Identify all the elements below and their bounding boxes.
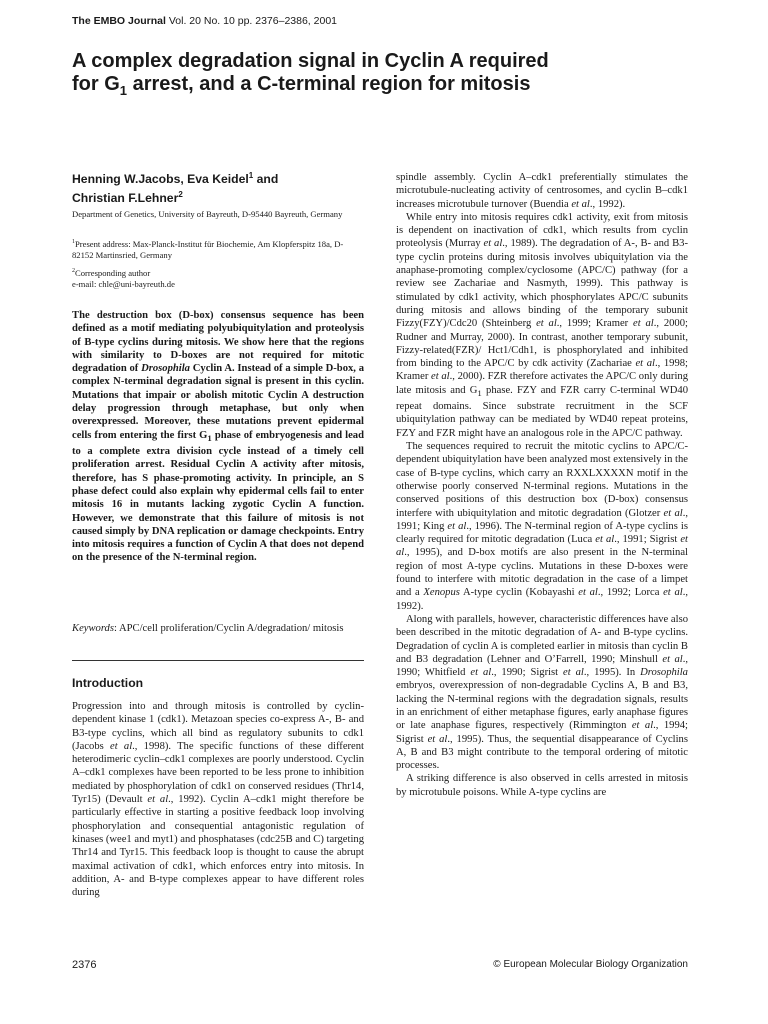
running-head xyxy=(72,15,337,27)
title-subscript: 1 xyxy=(119,83,128,98)
author-and: and xyxy=(253,172,279,187)
corresponding-author xyxy=(72,266,364,290)
r4-c: ., 1990; Sigrist xyxy=(491,667,564,679)
r4-g: ., 1995). Thus, the sequential disappearance of Cyclins A, B and B3 might contribute to the temporal ordering of mitotic processes. xyxy=(396,733,688,772)
r3-it6: et al xyxy=(578,587,598,599)
r4-f: ., 1994; Sigrist xyxy=(396,720,688,745)
intro-text-2: ., 1998). The specific functions of these different heterodimeric cyclin–cdk1 complexes are poorly understood. Cyclin A–cdk1 complexes have been reported to be less prone to inhibition mediated by phosphorylation of cdk1 on conserved residues (Thr14, Tyr15) (Devault xyxy=(72,740,364,806)
author-list xyxy=(72,168,364,206)
r3-it4: et al xyxy=(396,534,688,559)
corr-email: e-mail: chle@uni-bayreuth.de xyxy=(72,278,175,289)
r4-a: Along with parallels, however, characteristic differences have also been described in the mitotic degradation of A- and B-type cyclins. Degradation of cyclin A is completed earlier in mitosis than cyclin B and B3 degradation (Lehner and O’Farrell, 1990; Minshull xyxy=(396,613,688,665)
present-address-text: Present address: Max-Planck-Institut für Biochemie, Am Klopferspitz 18a, D-82152 Martinsried, Germany xyxy=(72,238,344,260)
r3-c: ., 1996). The N-terminal region of A-type cyclins is clearly required for mitotic degradation (Luca xyxy=(396,520,688,546)
r4-it5: et al xyxy=(631,720,654,732)
r3-h: ., 1992). xyxy=(396,587,688,612)
introduction-heading: Introduction xyxy=(72,676,144,690)
author-3: Christian F.Lehner xyxy=(72,191,179,206)
article-title xyxy=(72,50,692,102)
abstract xyxy=(72,309,364,565)
r2-c: ., 1999; Kramer xyxy=(556,318,634,330)
abstract-text-1: The destruction box (D-box) consensus sequence has been defined as a motif mediating polyubiquitylation and proteolysis of B-type cyclins during mitosis. We show here that the regions with similarity to D-boxes are not required for mitotic degradation of xyxy=(72,310,364,375)
r2-b: ., 1989). The degradation of A-, B- and B3-type cyclin proteins during mitosis involves ubiquitylation via the anaphase-promoting complex/cyclosome (APC/C) pathway (for a review see Zachariae and Nasmyth, 1999). This pathway is stimulated by cdk1 activity, which phosphorylates APC/C subunits during mitosis and allows binding of the temporary subunit Fizzy(FZY)/Cdc20 (Shteinberg xyxy=(396,238,688,330)
r4-it3: et al xyxy=(563,667,584,679)
journal-name: The EMBO Journal xyxy=(72,15,166,27)
r3-it5: Xenopus xyxy=(423,587,460,599)
keywords-text: : APC/cell proliferation/Cyclin A/degradation/ mitosis xyxy=(113,623,344,634)
r3-e: ., 1995), and D-box motifs are also present in the N-terminal region of most A-type cyclins. Mutations in these D-boxes were found to interfere with mitotic degradation in the case of a limpet and a xyxy=(396,547,688,599)
right-paragraph-1 xyxy=(396,171,688,211)
r5-a: A striking difference is also observed in cells arrested in mitosis by microtubule poisons. While A-type cyclins are xyxy=(396,773,688,798)
corr-text: Corresponding author xyxy=(75,267,151,278)
r2-d: ., 2000; Rudner and Murray, 2000). In contrast, another temporary subunit, Fizzy-related(FZR)/ Hct1/Cdh1, is phosphorylated and inhibited from binding to the APC/C by cdk activity (Zachariae xyxy=(396,318,688,370)
r1-a: spindle assembly. Cyclin A–cdk1 preferentially stimulates the microtubule-nucleating activity of centrosomes, and cyclin B–cdk1 increases microtubule turnover (Buendia xyxy=(396,172,688,210)
keywords-label: Keywords xyxy=(72,623,114,634)
issue-details: Vol. 20 No. 10 pp. 2376–2386, 2001 xyxy=(168,15,338,27)
r2-it2: et al xyxy=(536,318,557,330)
right-paragraph-3 xyxy=(396,440,688,613)
corr-sup: 2 xyxy=(72,268,75,274)
author-1-2: Henning W.Jacobs, Eva Keidel xyxy=(72,172,249,187)
affiliation-department: Department of Genetics, University of Bayreuth, D-95440 Bayreuth, Germany xyxy=(72,209,343,219)
r2-it4: et al xyxy=(635,358,655,370)
r1-it: et al xyxy=(571,198,590,210)
r4-it2: et al xyxy=(470,667,492,679)
r2-g: phase. FZY and FZR carry C-terminal WD40 repeat domains. Since substrate recruitment in the SCF ubiquitylation pathway can be mediated by WD40 repeat proteins, FZY and FZR might have an analogous role in the APC/C pathway. xyxy=(396,384,688,439)
right-paragraph-2 xyxy=(396,211,688,440)
r4-it4: Drosophila xyxy=(640,667,688,679)
r3-a: The sequences required to recruit the mitotic cyclins to APC/C-dependent ubiquitylation have been analyzed most extensively in the case of B-type cyclins, which carry an RXXLXXXXN motif in the otherwise poorly conserved N-terminal regions. Mutations in the conserved positions of this destruction box (D-box) consensus interfere with ubiquitylation and mitotic degradation (Glotzer xyxy=(396,441,688,519)
right-column xyxy=(396,171,688,799)
section-divider xyxy=(72,660,364,661)
r2-it5: et al xyxy=(431,371,450,383)
author-sup-1: 1 xyxy=(248,171,254,180)
r2-a: While entry into mitosis requires cdk1 activity, exit from mitosis is dependent on inactivation of cdk1, which results from cyclin proteolysis (Murray xyxy=(396,211,688,250)
r4-b: ., 1990; Whitfield xyxy=(396,653,688,679)
keywords xyxy=(72,622,364,635)
r3-it2: et al xyxy=(447,520,467,532)
right-paragraph-4 xyxy=(396,613,688,773)
r4-it6: et al xyxy=(427,733,448,745)
intro-text-3: ., 1992). Cyclin A–cdk1 might therefore be particularly effective in starting a positive feedback loop involving phosphorylation and consequential antagonistic regulation of kinases (wee1 and myt1) and phosphatases (cdc25B and C) targeting Thr14 and Tyr15. This feedback loop is thought to cause the abrupt maximal activation of cdk1, which enforces entry into mitosis. In addition, A- and B-type complexes appear to have different roles during xyxy=(72,794,364,899)
r2-sub: 1 xyxy=(477,387,482,398)
abstract-text-2: Cyclin A. Instead of a simple D-box, a complex N-terminal degradation signal is present in this cyclin. Mutations that impair or abolish mitotic Cyclin A destruction delay progression through metaphase, but only when overexpressed. Moreover, these mutations prevent epidermal cells from entering the first G xyxy=(72,363,365,441)
r2-it3: et al xyxy=(633,318,654,330)
r4-it1: et al xyxy=(662,653,683,665)
r2-e: ., 1998; Kramer xyxy=(396,358,688,383)
r4-d: ., 1995). In xyxy=(583,667,641,679)
title-line-1: A complex degradation signal in Cyclin A required xyxy=(72,50,549,72)
abstract-sub: 1 xyxy=(207,432,212,443)
r1-b: ., 1992). xyxy=(589,198,626,210)
title-line-2b: arrest, and a C-terminal region for mitosis xyxy=(127,73,531,95)
r3-b: ., 1991; King xyxy=(396,507,688,532)
r3-d: ., 1991; Sigrist xyxy=(614,534,681,546)
r3-f: A-type cyclin (Kobayashi xyxy=(459,587,579,599)
r4-e: embryos, overexpression of non-degradable Cyclins A, B and B3, lacking the N-terminal regions with the degradation signals, results in an enrichment of either metaphase figures, early anaphase figures or late anaphase figures, respectively (Rimmington xyxy=(396,680,688,732)
present-address-sup: 1 xyxy=(72,239,75,245)
intro-text-1: Progression into and through mitosis is controlled by cyclin-dependent kinase 1 (cdk1). Metazoan species co-express A-, B- and B3-type cyclins, which all bind as regulatory subunits to cdk1 (Jacobs xyxy=(72,701,364,752)
title-line-2a: for G xyxy=(72,73,120,95)
author-sup-2: 2 xyxy=(178,190,183,200)
affiliation-present-address xyxy=(72,237,364,261)
r3-g: ., 1992; Lorca xyxy=(597,587,664,599)
page-number: 2376 xyxy=(72,959,97,971)
r3-it1: et al xyxy=(663,507,683,519)
r2-it1: et al xyxy=(483,238,503,250)
intro-it-2: et al xyxy=(147,794,169,806)
intro-it-1: et al xyxy=(110,740,133,752)
publisher-credit: © European Molecular Biology Organization xyxy=(493,959,688,970)
abstract-text-3: phase of embryogenesis and lead to a complete extra division cycle instead of a timely cell proliferation arrest. Residual Cyclin A activity after mitosis, therefore, has S phase-promoting activity. In principle, an S phase defect could also explain why epidermal cells fail to enter mitosis 16 in mutants lacking zygotic Cyclin A function. However, we demonstrate that this failure of mitosis is not caused simply by DNA replication or damage checkpoints. Entry into mitosis requires a function of Cyclin A that does not depend on the presence of the N-terminal region. xyxy=(72,429,364,564)
abstract-italic: Drosophila xyxy=(141,363,190,375)
r2-f: ., 2000). FZR therefore activates the APC/C only during late mitosis and G xyxy=(396,371,688,396)
introduction-paragraph xyxy=(72,700,364,899)
right-paragraph-5 xyxy=(396,772,688,799)
r3-it3: et al xyxy=(595,534,615,546)
r3-it7: et al xyxy=(663,587,683,599)
